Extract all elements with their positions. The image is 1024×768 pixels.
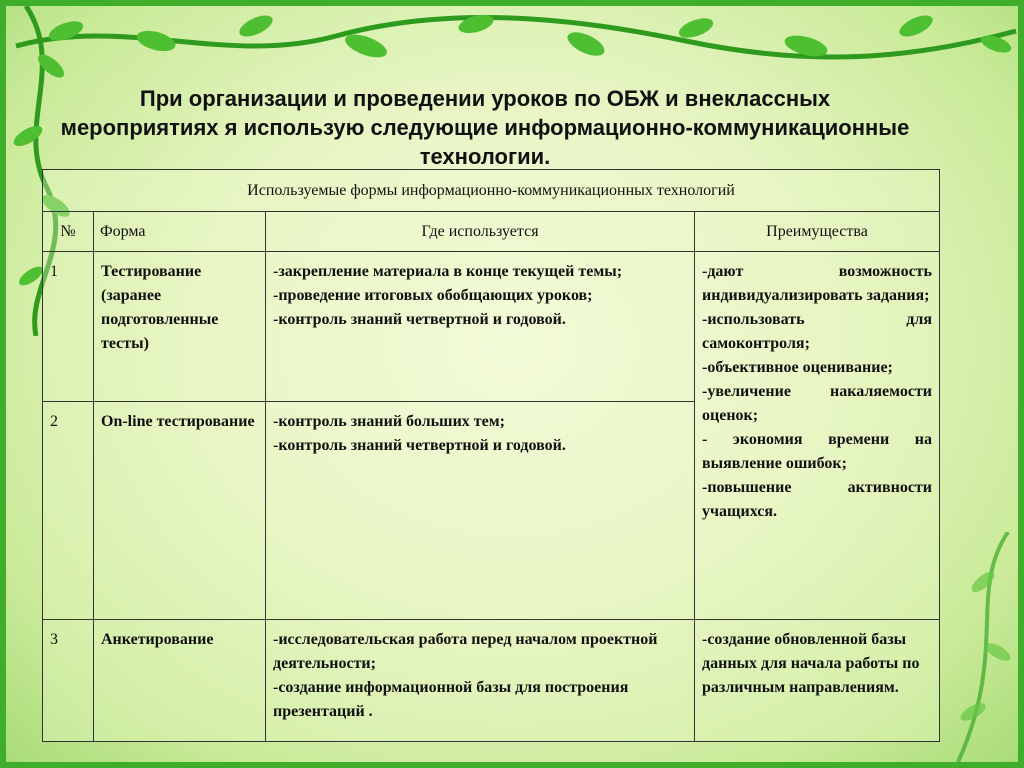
ict-forms-table (42, 169, 940, 742)
row-number: 1 (43, 252, 94, 402)
advantage-item: -дают возможность индивидуализировать задания; (702, 263, 932, 304)
header-form: Форма (94, 212, 266, 252)
header-where: Где используется (266, 212, 695, 252)
row-where (266, 402, 695, 620)
advantage-item: -объективное оценивание; (702, 359, 893, 376)
advantage-item: -использовать для самоконтроля; (702, 311, 932, 352)
advantage-item: - экономия времени на выявление ошибок; (702, 431, 932, 472)
header-advantages: Преимущества (695, 212, 940, 252)
where-item: -создание информационной базы для построения презентаций . (273, 679, 629, 720)
row-form: Тестирование (заранее подготовленные тесты) (94, 252, 266, 402)
table-row (43, 620, 940, 742)
row-form: On-line тестирование (94, 402, 266, 620)
where-item: -проведение итоговых обобщающих уроков; (273, 287, 593, 304)
advantage-item: -создание обновленной базы данных для начала работы по различным направлениям. (702, 631, 920, 696)
advantage-item: -увеличение накаляемости оценок; (702, 383, 932, 424)
row-number: 2 (43, 402, 94, 620)
where-item: -исследовательская работа перед началом проектной деятельности; (273, 631, 658, 672)
row-form: Анкетирование (94, 620, 266, 742)
where-item: -контроль знаний четвертной и годовой. (273, 437, 566, 454)
row-advantages (695, 620, 940, 742)
row-where (266, 620, 695, 742)
table-caption: Используемые формы информационно-коммуникационных технологий (43, 170, 940, 212)
table-row (43, 252, 940, 402)
advantage-item: -повышение активности учащихся. (702, 479, 932, 520)
header-num: № (43, 212, 94, 252)
where-item: -контроль знаний четвертной и годовой. (273, 311, 566, 328)
slide-title: При организации и проведении уроков по ОБЖ и внеклассных мероприятиях я использую следующие информационно-коммуникационные технологии. (60, 86, 910, 169)
row-number: 3 (43, 620, 94, 742)
where-item: -контроль знаний больших тем; (273, 413, 505, 430)
row-where (266, 252, 695, 402)
row-advantages-shared (695, 252, 940, 620)
where-item: -закрепление материала в конце текущей темы; (273, 263, 623, 280)
vine-ornament-top (6, 6, 1024, 76)
